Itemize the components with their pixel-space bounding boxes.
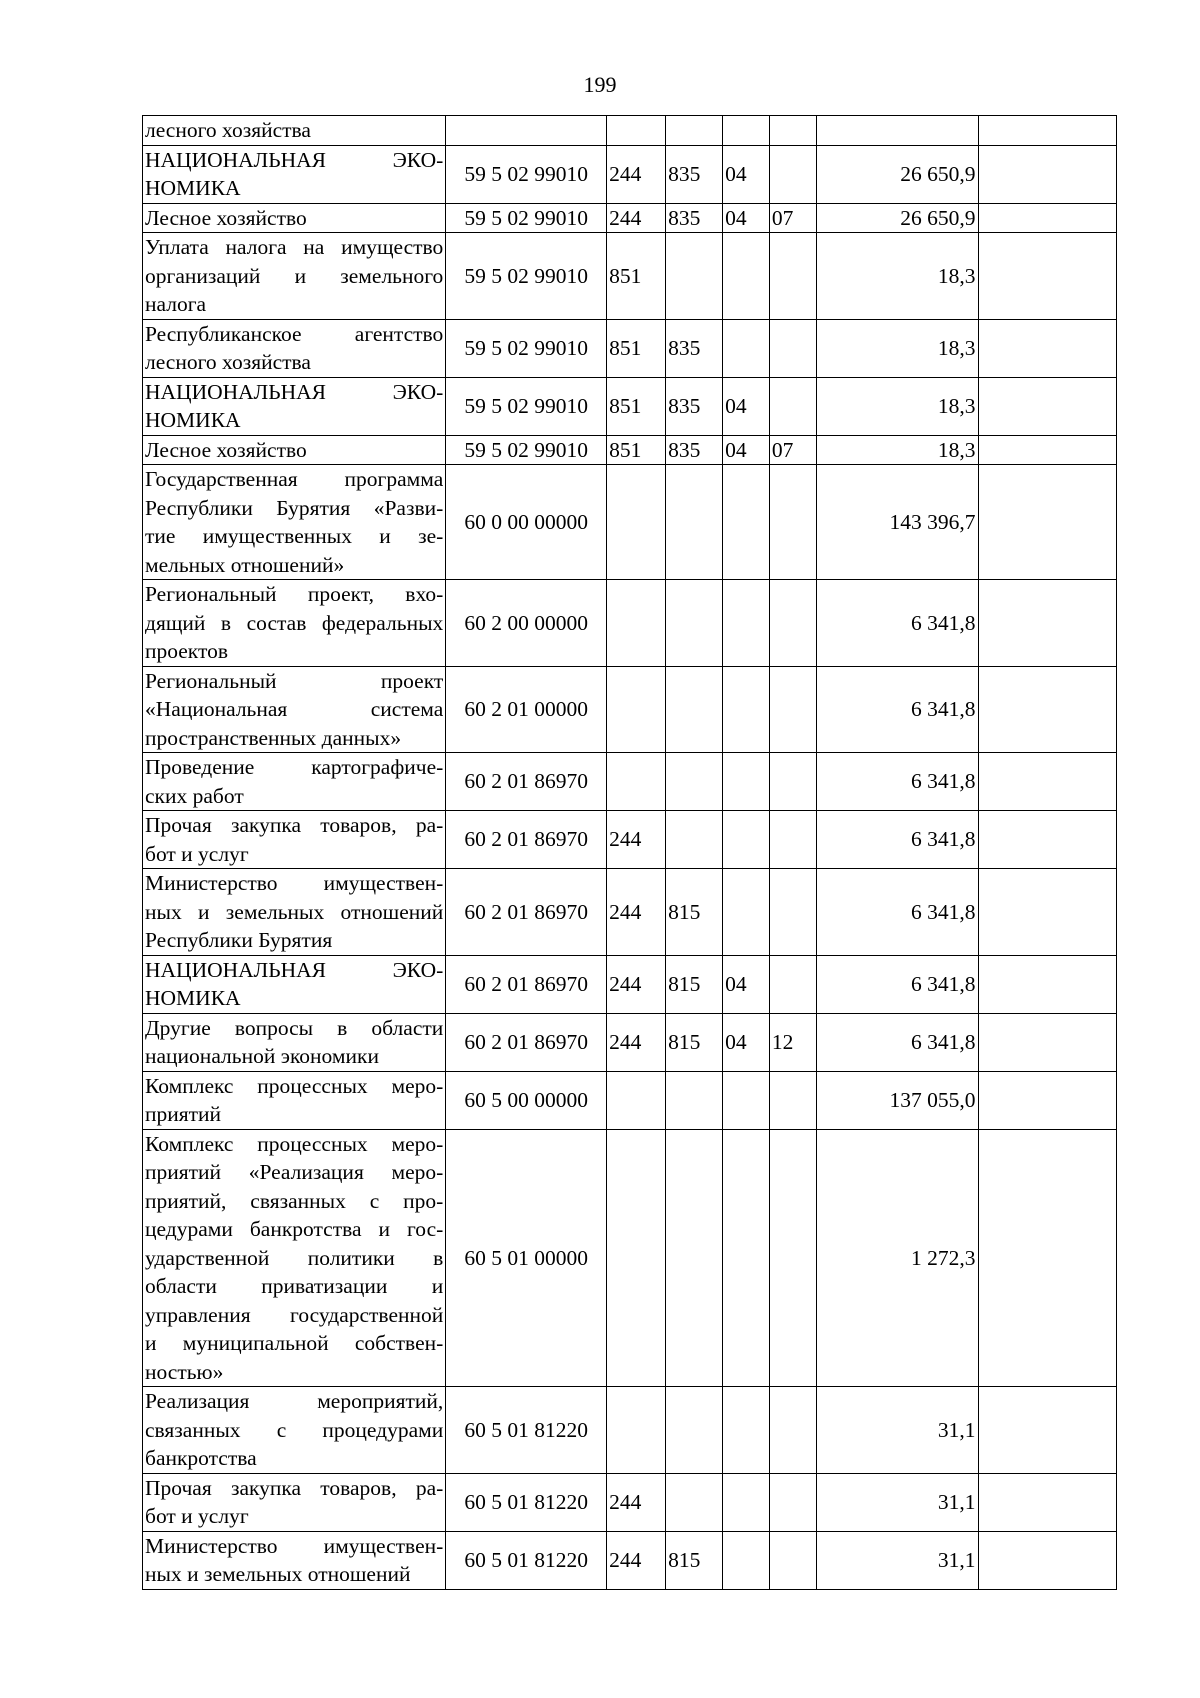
item-name-line: Министерство имуществен- xyxy=(145,1533,444,1558)
target-article-cell: 60 5 01 00000 xyxy=(446,1129,607,1387)
table-row xyxy=(143,1387,1117,1474)
table-row xyxy=(143,465,1117,580)
ministry-code-cell xyxy=(666,465,723,580)
table-row xyxy=(143,203,1117,233)
ministry-code-cell xyxy=(666,1071,723,1129)
ministry-code-cell xyxy=(666,666,723,753)
amount-extra-cell xyxy=(978,1531,1116,1589)
amount-extra-cell xyxy=(978,116,1116,146)
item-name-line: национальной экономики xyxy=(145,1044,379,1068)
item-name-line: Комплекс процессных меро- xyxy=(145,1131,444,1156)
expense-type-cell: 244 xyxy=(607,1531,666,1589)
ministry-code-cell: 815 xyxy=(666,869,723,956)
table-row xyxy=(143,666,1117,753)
item-name-line: приятий xyxy=(145,1102,222,1126)
item-name-line: НАЦИОНАЛЬНАЯ ЭКО- xyxy=(145,957,444,982)
item-name-cell xyxy=(143,319,446,377)
amount-cell: 18,3 xyxy=(816,233,978,320)
item-name-line: тие имущественных и зе- xyxy=(145,524,444,548)
target-article-cell: 59 5 02 99010 xyxy=(446,145,607,203)
item-name-line: ных и земельных отношений xyxy=(145,899,444,924)
item-name-line: Лесное хозяйство xyxy=(145,205,307,230)
amount-cell: 6 341,8 xyxy=(816,955,978,1013)
item-name-line: Региональный проект, вхо- xyxy=(145,582,444,606)
item-name-line: Республиканское агентство xyxy=(145,321,444,346)
amount-cell xyxy=(816,116,978,146)
item-name-cell xyxy=(143,203,446,233)
item-name-line: мельных отношений» xyxy=(145,552,345,577)
item-name-line: Республики Бурятия «Разви- xyxy=(145,495,444,520)
expense-type-cell: 851 xyxy=(607,319,666,377)
item-name-line: приятий, связанных с про- xyxy=(145,1188,444,1213)
item-name-cell xyxy=(143,753,446,811)
amount-cell: 31,1 xyxy=(816,1473,978,1531)
table-row xyxy=(143,580,1117,667)
item-name-line: НОМИКА xyxy=(145,408,241,432)
item-name-line: Лесное хозяйство xyxy=(145,437,307,462)
ministry-code-cell: 815 xyxy=(666,1013,723,1071)
item-name-line: дящий в состав федеральных xyxy=(145,610,444,635)
expense-type-cell: 244 xyxy=(607,203,666,233)
ministry-code-cell xyxy=(666,233,723,320)
section-cell: 04 xyxy=(723,145,770,203)
ministry-code-cell: 835 xyxy=(666,145,723,203)
table-row xyxy=(143,319,1117,377)
item-name-cell xyxy=(143,1473,446,1531)
expense-type-cell: 244 xyxy=(607,1473,666,1531)
subsection-cell xyxy=(769,955,816,1013)
item-name-line: Прочая закупка товаров, ра- xyxy=(145,813,444,837)
item-name-line: НОМИКА xyxy=(145,176,241,200)
amount-cell: 26 650,9 xyxy=(816,145,978,203)
amount-extra-cell xyxy=(978,145,1116,203)
amount-cell: 31,1 xyxy=(816,1531,978,1589)
amount-extra-cell xyxy=(978,377,1116,435)
section-cell xyxy=(723,116,770,146)
item-name-cell xyxy=(143,1013,446,1071)
table-body xyxy=(143,116,1117,1590)
amount-cell: 137 055,0 xyxy=(816,1071,978,1129)
table-row xyxy=(143,869,1117,956)
item-name-line: Министерство имуществен- xyxy=(145,871,444,895)
section-cell xyxy=(723,1473,770,1531)
expense-type-cell: 851 xyxy=(607,435,666,465)
item-name-cell xyxy=(143,1071,446,1129)
item-name-line: области приватизации и xyxy=(145,1274,444,1298)
item-name-line: банкротства xyxy=(145,1446,257,1470)
target-article-cell: 59 5 02 99010 xyxy=(446,319,607,377)
amount-cell: 1 272,3 xyxy=(816,1129,978,1387)
target-article-cell: 60 2 01 86970 xyxy=(446,869,607,956)
subsection-cell xyxy=(769,1071,816,1129)
ministry-code-cell: 835 xyxy=(666,319,723,377)
table-row xyxy=(143,116,1117,146)
amount-extra-cell xyxy=(978,955,1116,1013)
target-article-cell: 60 2 01 86970 xyxy=(446,1013,607,1071)
item-name-line: ударственной политики в xyxy=(145,1245,444,1270)
expense-type-cell: 244 xyxy=(607,811,666,869)
target-article-cell: 60 5 00 00000 xyxy=(446,1071,607,1129)
item-name-line: ностью» xyxy=(145,1359,224,1384)
amount-extra-cell xyxy=(978,666,1116,753)
target-article-cell: 60 5 01 81220 xyxy=(446,1473,607,1531)
item-name-line: НАЦИОНАЛЬНАЯ ЭКО- xyxy=(145,147,444,172)
subsection-cell xyxy=(769,145,816,203)
table-row xyxy=(143,377,1117,435)
amount-extra-cell xyxy=(978,233,1116,320)
subsection-cell xyxy=(769,666,816,753)
section-cell xyxy=(723,1129,770,1387)
item-name-cell xyxy=(143,869,446,956)
section-cell: 04 xyxy=(723,955,770,1013)
table-row xyxy=(143,1071,1117,1129)
expense-type-cell: 851 xyxy=(607,233,666,320)
amount-extra-cell xyxy=(978,435,1116,465)
amount-extra-cell xyxy=(978,811,1116,869)
amount-cell: 6 341,8 xyxy=(816,811,978,869)
expense-type-cell xyxy=(607,1387,666,1474)
item-name-line: связанных с процедурами xyxy=(145,1417,444,1442)
section-cell xyxy=(723,1387,770,1474)
subsection-cell: 07 xyxy=(769,203,816,233)
target-article-cell: 59 5 02 99010 xyxy=(446,377,607,435)
amount-cell: 18,3 xyxy=(816,435,978,465)
table-row xyxy=(143,233,1117,320)
amount-cell: 18,3 xyxy=(816,377,978,435)
subsection-cell xyxy=(769,1387,816,1474)
section-cell xyxy=(723,1071,770,1129)
item-name-line: Уплата налога на имущество xyxy=(145,235,444,259)
amount-extra-cell xyxy=(978,580,1116,667)
subsection-cell xyxy=(769,753,816,811)
budget-table xyxy=(142,115,1117,1590)
table-row xyxy=(143,1531,1117,1589)
table-row xyxy=(143,753,1117,811)
amount-cell: 6 341,8 xyxy=(816,666,978,753)
ministry-code-cell xyxy=(666,1129,723,1387)
subsection-cell xyxy=(769,377,816,435)
item-name-line: Реализация мероприятий, xyxy=(145,1389,444,1413)
target-article-cell: 59 5 02 99010 xyxy=(446,233,607,320)
item-name-cell xyxy=(143,811,446,869)
amount-cell: 143 396,7 xyxy=(816,465,978,580)
amount-extra-cell xyxy=(978,465,1116,580)
amount-extra-cell xyxy=(978,1129,1116,1387)
target-article-cell: 60 2 01 00000 xyxy=(446,666,607,753)
section-cell: 04 xyxy=(723,377,770,435)
subsection-cell xyxy=(769,1473,816,1531)
ministry-code-cell xyxy=(666,1387,723,1474)
subsection-cell xyxy=(769,465,816,580)
amount-extra-cell xyxy=(978,1071,1116,1129)
section-cell: 04 xyxy=(723,435,770,465)
item-name-cell xyxy=(143,1531,446,1589)
section-cell xyxy=(723,580,770,667)
subsection-cell xyxy=(769,811,816,869)
expense-type-cell: 244 xyxy=(607,869,666,956)
target-article-cell: 60 0 00 00000 xyxy=(446,465,607,580)
subsection-cell xyxy=(769,869,816,956)
amount-extra-cell xyxy=(978,319,1116,377)
item-name-line: «Национальная система xyxy=(145,697,444,721)
item-name-line: проектов xyxy=(145,639,228,663)
item-name-line: Другие вопросы в области xyxy=(145,1015,444,1040)
item-name-line: лесного хозяйства xyxy=(145,118,311,142)
subsection-cell xyxy=(769,319,816,377)
table-row xyxy=(143,955,1117,1013)
item-name-line: пространственных данных» xyxy=(145,725,402,750)
subsection-cell xyxy=(769,233,816,320)
table-row xyxy=(143,145,1117,203)
section-cell xyxy=(723,233,770,320)
expense-type-cell: 851 xyxy=(607,377,666,435)
ministry-code-cell: 835 xyxy=(666,435,723,465)
ministry-code-cell xyxy=(666,580,723,667)
target-article-cell: 60 5 01 81220 xyxy=(446,1387,607,1474)
item-name-line: Комплекс процессных меро- xyxy=(145,1073,444,1098)
expense-type-cell: 244 xyxy=(607,955,666,1013)
item-name-cell xyxy=(143,116,446,146)
section-cell: 04 xyxy=(723,1013,770,1071)
amount-cell: 18,3 xyxy=(816,319,978,377)
item-name-line: Республики Бурятия xyxy=(145,928,333,952)
item-name-cell xyxy=(143,1387,446,1474)
section-cell xyxy=(723,811,770,869)
ministry-code-cell xyxy=(666,811,723,869)
amount-extra-cell xyxy=(978,1473,1116,1531)
amount-cell: 6 341,8 xyxy=(816,1013,978,1071)
section-cell xyxy=(723,869,770,956)
target-article-cell: 59 5 02 99010 xyxy=(446,435,607,465)
expense-type-cell: 244 xyxy=(607,1013,666,1071)
ministry-code-cell: 815 xyxy=(666,955,723,1013)
expense-type-cell xyxy=(607,666,666,753)
amount-cell: 26 650,9 xyxy=(816,203,978,233)
item-name-line: и муниципальной собствен- xyxy=(145,1331,444,1355)
item-name-line: Проведение картографиче- xyxy=(145,755,444,779)
item-name-line: бот и услуг xyxy=(145,1504,249,1528)
table-row xyxy=(143,435,1117,465)
table-row xyxy=(143,1013,1117,1071)
item-name-line: бот и услуг xyxy=(145,841,249,866)
expense-type-cell xyxy=(607,1129,666,1387)
amount-extra-cell xyxy=(978,753,1116,811)
item-name-line: цедурами банкротства и гос- xyxy=(145,1217,444,1241)
target-article-cell: 60 2 01 86970 xyxy=(446,955,607,1013)
item-name-cell xyxy=(143,955,446,1013)
expense-type-cell xyxy=(607,465,666,580)
subsection-cell xyxy=(769,116,816,146)
ministry-code-cell: 835 xyxy=(666,377,723,435)
item-name-line: организаций и земельного xyxy=(145,263,444,288)
item-name-cell xyxy=(143,435,446,465)
item-name-line: ных и земельных отношений xyxy=(145,1562,411,1586)
expense-type-cell xyxy=(607,1071,666,1129)
target-article-cell xyxy=(446,116,607,146)
table-row xyxy=(143,811,1117,869)
item-name-line: НОМИКА xyxy=(145,986,241,1010)
item-name-cell xyxy=(143,580,446,667)
item-name-cell xyxy=(143,666,446,753)
item-name-line: ских работ xyxy=(145,783,244,808)
expense-type-cell xyxy=(607,753,666,811)
amount-cell: 6 341,8 xyxy=(816,580,978,667)
ministry-code-cell xyxy=(666,753,723,811)
subsection-cell: 07 xyxy=(769,435,816,465)
item-name-line: лесного хозяйства xyxy=(145,350,311,374)
target-article-cell: 60 2 01 86970 xyxy=(446,811,607,869)
subsection-cell xyxy=(769,1129,816,1387)
item-name-cell xyxy=(143,233,446,320)
item-name-line: Прочая закупка товаров, ра- xyxy=(145,1475,444,1500)
section-cell xyxy=(723,1531,770,1589)
expense-type-cell: 244 xyxy=(607,145,666,203)
amount-cell: 6 341,8 xyxy=(816,869,978,956)
ministry-code-cell xyxy=(666,1473,723,1531)
item-name-line: Государственная программа xyxy=(145,467,444,491)
table-row xyxy=(143,1473,1117,1531)
subsection-cell xyxy=(769,580,816,667)
expense-type-cell xyxy=(607,580,666,667)
item-name-cell xyxy=(143,1129,446,1387)
item-name-cell xyxy=(143,465,446,580)
table-row xyxy=(143,1129,1117,1387)
section-cell xyxy=(723,666,770,753)
ministry-code-cell xyxy=(666,116,723,146)
section-cell xyxy=(723,319,770,377)
item-name-line: управления государственной xyxy=(145,1302,444,1327)
subsection-cell: 12 xyxy=(769,1013,816,1071)
target-article-cell: 59 5 02 99010 xyxy=(446,203,607,233)
amount-extra-cell xyxy=(978,1013,1116,1071)
page-number: 199 xyxy=(583,72,617,97)
ministry-code-cell: 835 xyxy=(666,203,723,233)
item-name-line: НАЦИОНАЛЬНАЯ ЭКО- xyxy=(145,379,444,404)
section-cell: 04 xyxy=(723,203,770,233)
amount-extra-cell xyxy=(978,203,1116,233)
amount-extra-cell xyxy=(978,1387,1116,1474)
amount-extra-cell xyxy=(978,869,1116,956)
amount-cell: 6 341,8 xyxy=(816,753,978,811)
section-cell xyxy=(723,465,770,580)
section-cell xyxy=(723,753,770,811)
item-name-line: налога xyxy=(145,292,207,316)
expense-type-cell xyxy=(607,116,666,146)
ministry-code-cell: 815 xyxy=(666,1531,723,1589)
subsection-cell xyxy=(769,1531,816,1589)
item-name-cell xyxy=(143,377,446,435)
item-name-cell xyxy=(143,145,446,203)
target-article-cell: 60 5 01 81220 xyxy=(446,1531,607,1589)
amount-cell: 31,1 xyxy=(816,1387,978,1474)
target-article-cell: 60 2 01 86970 xyxy=(446,753,607,811)
target-article-cell: 60 2 00 00000 xyxy=(446,580,607,667)
item-name-line: Региональный проект xyxy=(145,668,444,693)
item-name-line: приятий «Реализация меро- xyxy=(145,1160,444,1184)
